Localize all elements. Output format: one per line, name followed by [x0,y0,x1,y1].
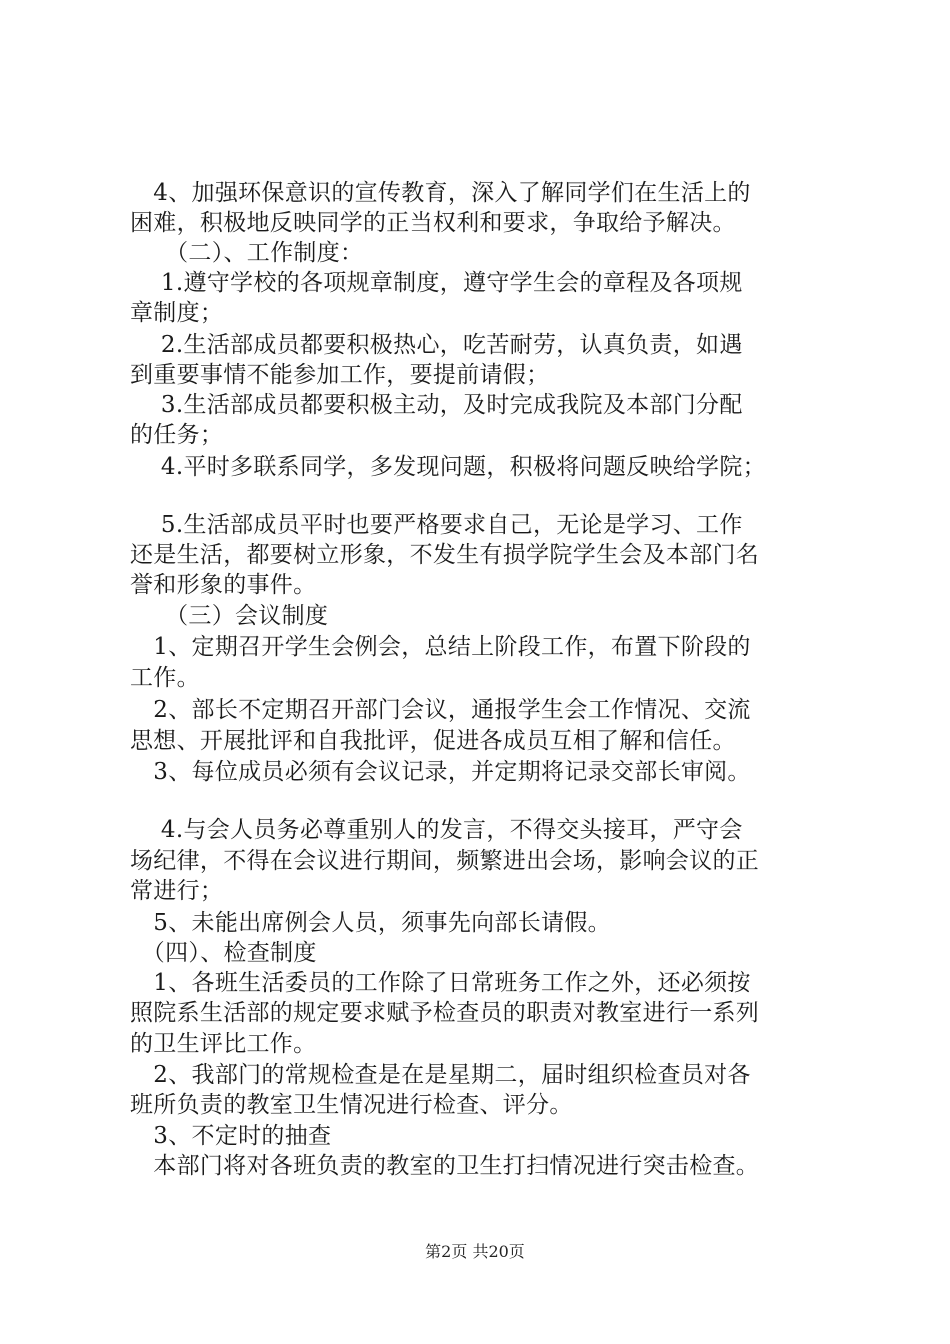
text-line: 4.与会人员务必尊重别人的发言，不得交头接耳，严守会 [130,817,743,843]
text-line: 还是生活，都要树立形象，不发生有损学院学生会及本部门名 [130,542,760,568]
text-line: 2、我部门的常规检查是在是星期二，届时组织检查员对各 [130,1062,751,1088]
text-line: 的任务； [130,422,224,448]
text-line: 2、部长不定期召开部门会议，通报学生会工作情况、交流 [130,697,751,723]
section-heading: （二）、工作制度： [130,240,364,266]
section-heading: （四）、检查制度 [130,940,317,966]
text-line: 4.平时多联系同学，多发现问题，积极将问题反映给学院； [130,454,766,480]
text-line: 5、未能出席例会人员，须事先向部长请假。 [130,910,611,936]
text-line: 3、每位成员必须有会议记录，并定期将记录交部长审阅。 [130,759,751,785]
section-heading: （三）会议制度 [130,603,329,629]
text-line: 3、不定时的抽查 [130,1123,332,1149]
text-line: 5.生活部成员平时也要严格要求自己，无论是学习、工作 [130,512,743,538]
text-line: 1、定期召开学生会例会，总结上阶段工作，布置下阶段的 [130,634,751,660]
text-line: 4、加强环保意识的宣传教育，深入了解同学们在生活上的 [130,180,751,206]
text-line: 班所负责的教室卫生情况进行检查、评分。 [130,1092,573,1118]
text-line: 场纪律，不得在会议进行期间，频繁进出会场，影响会议的正 [130,848,760,874]
text-line: 常进行； [130,878,224,904]
text-line: 照院系生活部的规定要求赋予检查员的职责对教室进行一系列 [130,1000,760,1026]
text-line: 3.生活部成员都要积极主动，及时完成我院及本部门分配 [130,392,743,418]
text-line: 思想、开展批评和自我批评，促进各成员互相了解和信任。 [130,728,736,754]
text-line: 到重要事情不能参加工作，要提前请假； [130,362,550,388]
text-line: 1.遵守学校的各项规章制度，遵守学生会的章程及各项规 [130,270,743,296]
text-line: 誉和形象的事件。 [130,572,317,598]
page-number-footer: 第2页 共20页 [425,1242,525,1261]
text-line: 章制度； [130,300,224,326]
text-line: 2.生活部成员都要积极热心，吃苦耐劳，认真负责，如遇 [130,332,743,358]
text-line: 本部门将对各班负责的教室的卫生打扫情况进行突击检查。 [130,1153,760,1179]
text-line: 工作。 [130,665,200,691]
text-line: 1、各班生活委员的工作除了日常班务工作之外，还必须按 [130,970,751,996]
text-line: 困难，积极地反映同学的正当权利和要求，争取给予解决。 [130,210,736,236]
text-line: 的卫生评比工作。 [130,1031,317,1057]
